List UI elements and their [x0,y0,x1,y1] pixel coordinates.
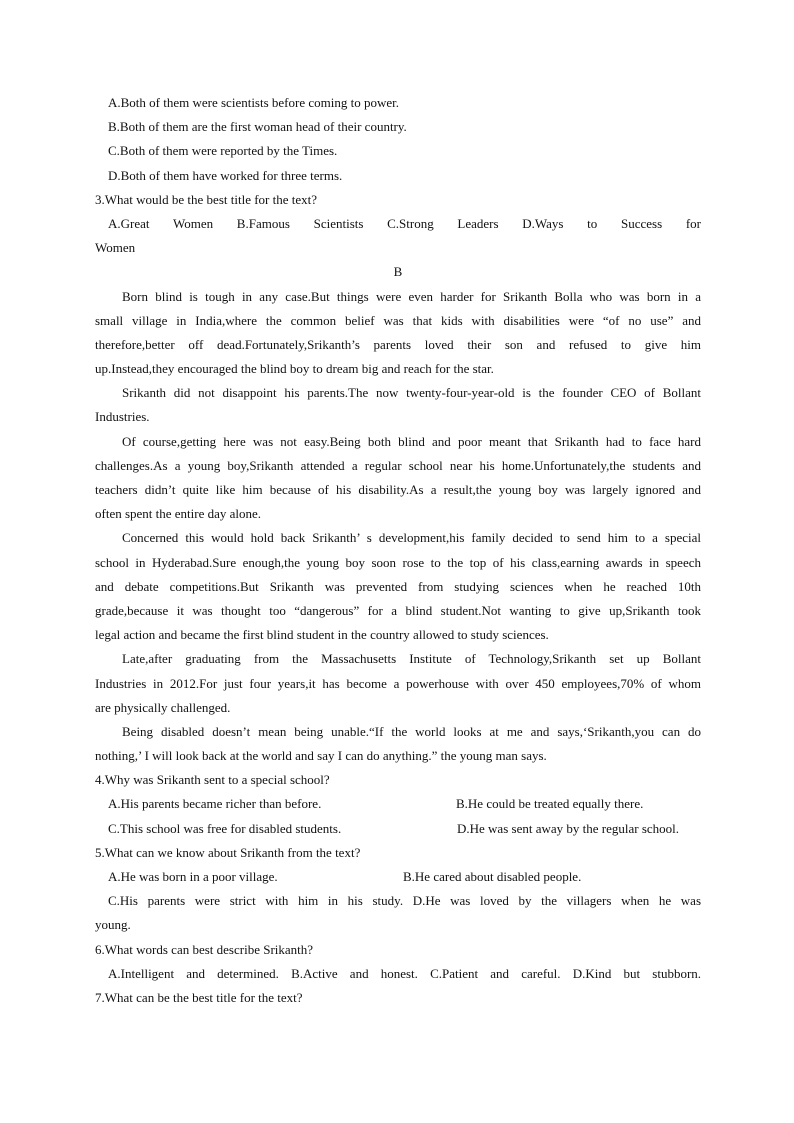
q6-option-a: A.Intelligent and determined. [108,965,279,981]
passage-p1-line: Born blind is tough in any case.But things were even harder for Srikanth Bolla who was born in a [122,288,701,304]
q6-option-b: B.Active and honest. [291,965,418,981]
passage-p4-line: legal action and became the first blind student in the country allowed to study sciences. [95,627,549,643]
q3-option-a: A.Great Women [108,215,214,231]
q5-option-c: C.His parents were strict with him in his study. [108,893,404,909]
q5-question: 5.What can we know about Srikanth from the text? [95,844,361,860]
passage-p4-line: Concerned this would hold back Srikanth’ s development,his family decided to send him to a special [122,530,701,546]
q3-option-c: C.Strong Leaders [387,215,499,231]
q3-options-row [95,212,701,236]
q4-options-row-1 [95,792,701,816]
q5-option-d: D.He was loved by the villagers when he was [412,893,701,909]
q2-option-d: D.Both of them have worked for three terms. [108,167,343,183]
passage-p5-line: are physically challenged. [95,699,231,715]
q6-option-c: C.Patient and careful. [430,965,561,981]
q4-option-b: B.He could be treated equally there. [456,796,644,812]
q5-options-row-2 [95,889,701,913]
q5-option-b: B.He cared about disabled people. [403,869,582,884]
q4-option-a: A.His parents became richer than before. [108,796,322,812]
q6-option-d: D.Kind but stubborn. [572,965,701,981]
q4-options-row-2 [95,817,701,841]
q3-option-d-continued: Women [95,240,136,256]
q3-option-b: B.Famous Scientists [236,215,364,231]
q2-option-c: C.Both of them were reported by the Times. [108,143,338,159]
q4-option-d: D.He was sent away by the regular school. [457,820,680,836]
section-label: B [393,264,403,280]
passage-p3-line: often spent the entire day alone. [95,506,262,522]
document-page [95,91,701,1010]
q7-question: 7.What can be the best title for the text? [95,989,303,1005]
passage-p4-line: and debate competitions.But Srikanth was prevented from studying sciences when he reached 10th [95,578,701,594]
q6-options-row [95,962,701,986]
passage-p6-line: nothing,’ I will look back at the world and say I can do anything.” the young man says. [95,748,547,764]
passage-p5-line: Industries in 2012.For just four years,it has become a powerhouse with over 450 employees,70% of whom [95,675,701,691]
passage-p1-line: small village in India,where the common belief was that kids with disabilities were “of no use” and [95,312,701,328]
passage-p3-line: Of course,getting here was not easy.Being both blind and poor meant that Srikanth had to face hard [122,433,701,449]
q4-option-c: C.This school was free for disabled students. [108,820,342,836]
q5-option-a: A.He was born in a poor village. [108,869,278,884]
passage-p1-line: therefore,better off dead.Fortunately,Srikanth’s parents loved their son and refused to give him [95,336,701,352]
q6-question: 6.What words can best describe Srikanth? [95,941,314,957]
passage-p4-line: grade,because it was thought too “dangerous” for a blind student.Not wanting to give up,Srikanth took [95,602,701,618]
passage-p6-line: Being disabled doesn’t mean being unable.“If the world looks at me and says,‘Srikanth,you can do [122,723,701,739]
q5-option-d-continued: young. [95,917,131,933]
q4-question: 4.Why was Srikanth sent to a special school? [95,772,330,788]
passage-p3-line: challenges.As a young boy,Srikanth attended a regular school near his home.Unfortunately,the students and [95,457,701,473]
q3-question: 3.What would be the best title for the text? [95,191,318,207]
passage-p2-line: Industries. [95,409,150,425]
q5-options-row-1 [95,865,701,889]
passage-p4-line: school in Hyderabad.Sure enough,the young boy soon rose to the top of his class,earning awards in speech [95,554,701,570]
q2-option-b: B.Both of them are the first woman head of their country. [108,119,407,135]
q3-option-d: D.Ways to Success for [522,215,701,231]
passage-p1-line: up.Instead,they encouraged the blind boy to dream big and reach for the star. [95,361,494,377]
q2-option-a: A.Both of them were scientists before coming to power. [108,95,399,110]
passage-p2-line: Srikanth did not disappoint his parents.The now twenty-four-year-old is the founder CEO of Bollant [122,385,701,401]
passage-p3-line: teachers didn’t quite like him because of his disability.As a result,the young boy was largely ignored and [95,482,701,497]
passage-p5-line: Late,after graduating from the Massachusetts Institute of Technology,Srikanth set up Bollant [122,651,701,667]
